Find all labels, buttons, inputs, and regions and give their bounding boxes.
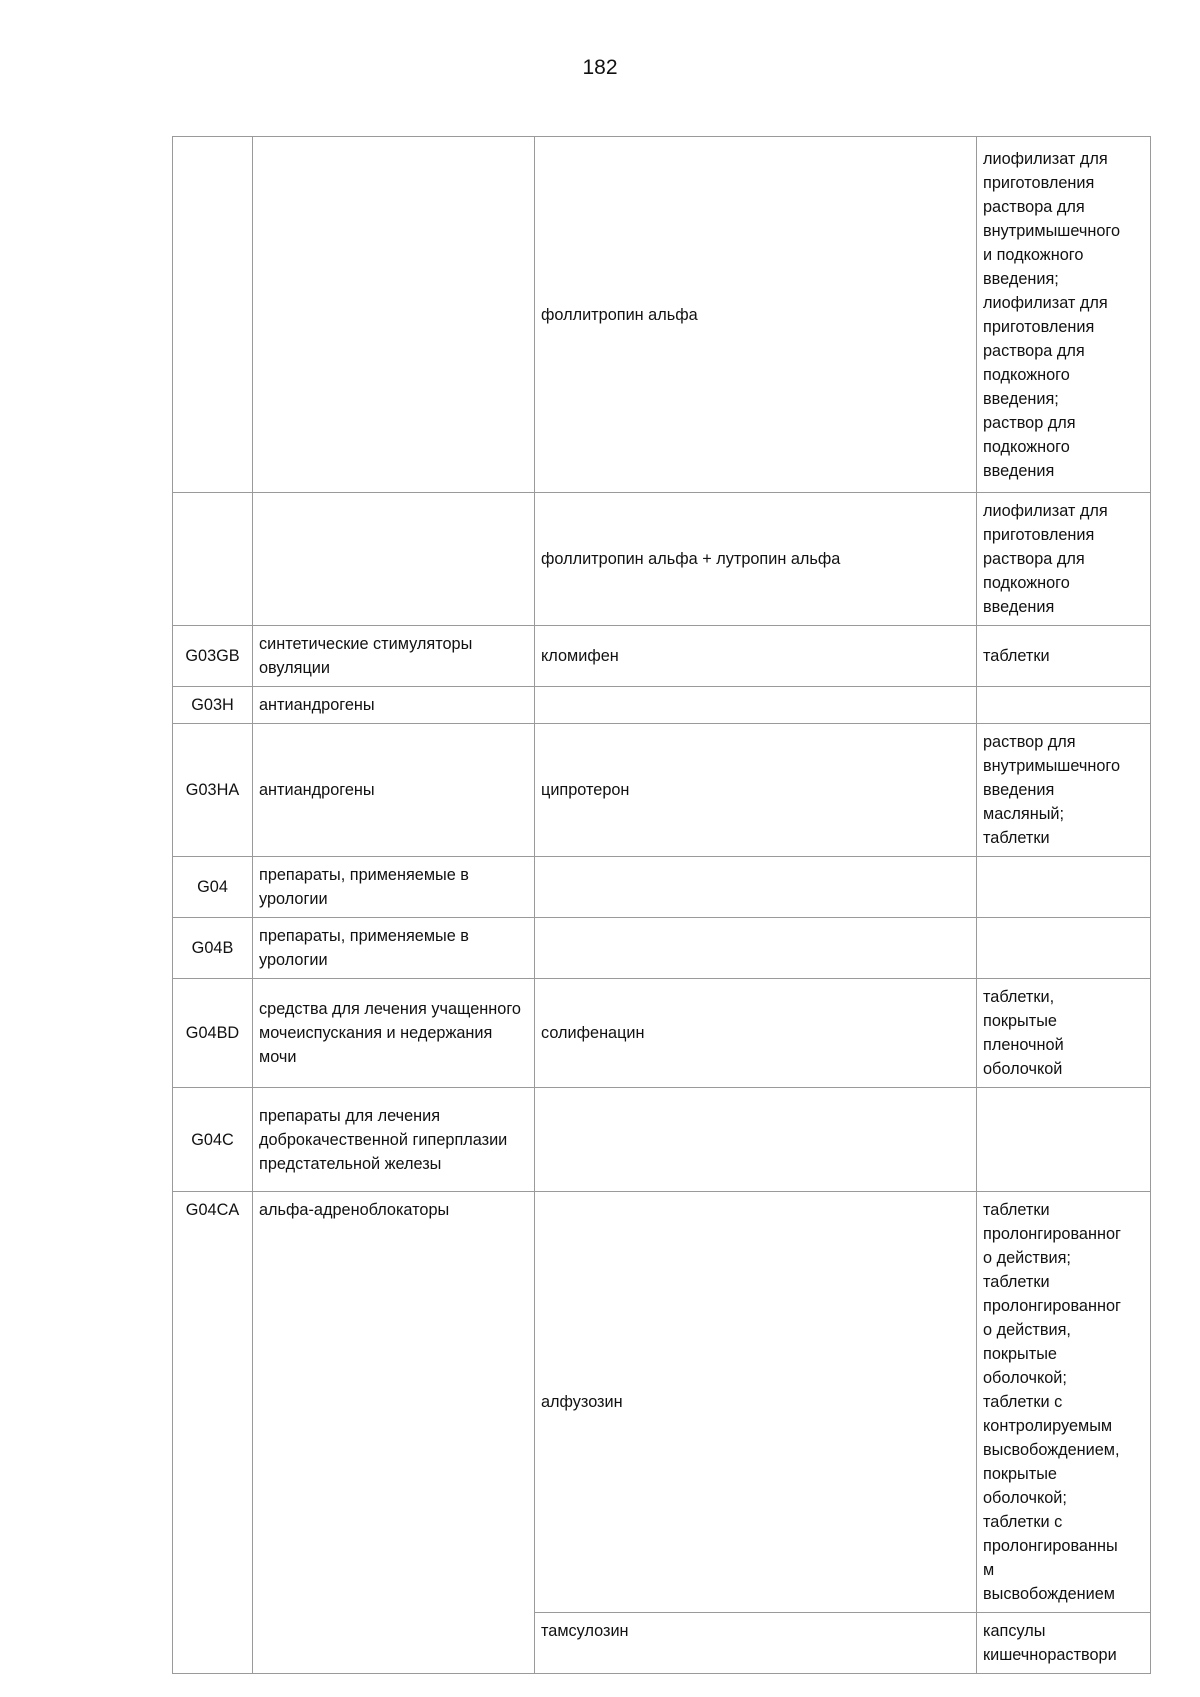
dosage-form-cell: таблетки, покрытые пленочной оболочкой: [977, 979, 1151, 1088]
atc-code-cell: [173, 493, 253, 626]
group-name-cell: препараты, применяемые в урологии: [253, 857, 535, 918]
table-row: [173, 493, 1151, 626]
drug-name-cell: ципротерон: [535, 724, 977, 857]
page-number: 182: [582, 56, 618, 79]
drug-name-cell: фоллитропин альфа + лутропин альфа: [535, 493, 977, 626]
atc-code-cell: [173, 137, 253, 493]
dosage-form-cell: таблетки пролонгированног о действия; таблетки пролонгированног о действия, покрытые оболочкой; таблетки с контролируемым высвобождением, покрытые оболочкой; таблетки с пролонгированны м высвобождением: [977, 1192, 1151, 1613]
drug-name-cell: [535, 1088, 977, 1192]
group-name-cell: антиандрогены: [253, 724, 535, 857]
drug-name-cell: тамсулозин: [535, 1613, 977, 1674]
group-name-cell: антиандрогены: [253, 687, 535, 724]
atc-code-cell: G03HA: [173, 724, 253, 857]
group-name-cell: препараты для лечения доброкачественной гиперплазии предстательной железы: [253, 1088, 535, 1192]
group-name-cell: средства для лечения учащенного мочеиспускания и недержания мочи: [253, 979, 535, 1088]
atc-code-cell: G04BD: [173, 979, 253, 1088]
table-row: [173, 137, 1151, 493]
atc-code-cell: G03GB: [173, 626, 253, 687]
drug-name-cell: алфузозин: [535, 1192, 977, 1613]
table-row: [173, 918, 1151, 979]
atc-code-cell: G04: [173, 857, 253, 918]
atc-code-cell: G04C: [173, 1088, 253, 1192]
drug-name-cell: [535, 918, 977, 979]
dosage-form-cell: таблетки: [977, 626, 1151, 687]
table-row: [173, 979, 1151, 1088]
table-row: [173, 1192, 1151, 1613]
group-name-cell: [253, 493, 535, 626]
atc-code-cell: G03H: [173, 687, 253, 724]
table-row: [173, 724, 1151, 857]
drug-classification-table: [172, 136, 1151, 1674]
dosage-form-cell: [977, 687, 1151, 724]
drug-name-cell: фоллитропин альфа: [535, 137, 977, 493]
group-name-cell: препараты, применяемые в урологии: [253, 918, 535, 979]
group-name-cell: альфа-адреноблокаторы: [253, 1192, 535, 1674]
group-name-cell: синтетические стимуляторы овуляции: [253, 626, 535, 687]
atc-code-cell: G04B: [173, 918, 253, 979]
dosage-form-cell: [977, 1088, 1151, 1192]
atc-code-cell: G04CA: [173, 1192, 253, 1674]
table-row: [173, 1088, 1151, 1192]
table-row: [173, 626, 1151, 687]
dosage-form-cell: капсулы кишечнораствори: [977, 1613, 1151, 1674]
table-row: [173, 857, 1151, 918]
dosage-form-cell: лиофилизат для приготовления раствора для подкожного введения: [977, 493, 1151, 626]
drug-name-cell: [535, 687, 977, 724]
dosage-form-cell: раствор для внутримышечного введения масляный; таблетки: [977, 724, 1151, 857]
dosage-form-cell: [977, 918, 1151, 979]
dosage-form-cell: лиофилизат для приготовления раствора для внутримышечного и подкожного введения; лиофилизат для приготовления раствора для подкожного введения; раствор для подкожного введения: [977, 137, 1151, 493]
drug-name-cell: кломифен: [535, 626, 977, 687]
dosage-form-cell: [977, 857, 1151, 918]
drug-name-cell: [535, 857, 977, 918]
group-name-cell: [253, 137, 535, 493]
table-row: [173, 687, 1151, 724]
drug-name-cell: солифенацин: [535, 979, 977, 1088]
